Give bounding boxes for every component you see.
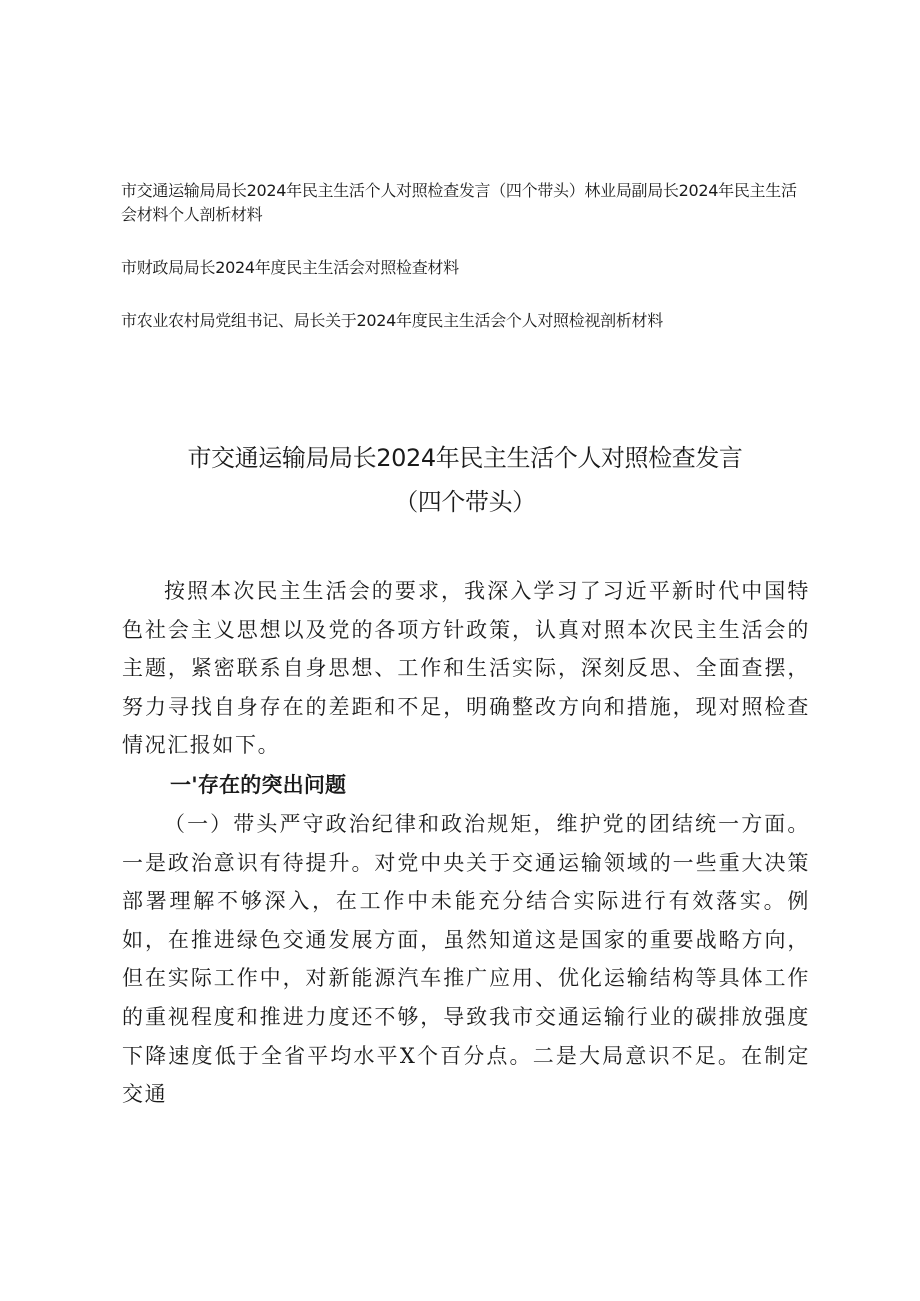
table-of-contents (121, 179, 811, 333)
title-line-1: 市交通运输局局长2024年民主生活个人对照检查发言 (187, 444, 743, 472)
document-body (122, 572, 810, 1114)
title-line-2: （四个带头） (394, 488, 536, 516)
section-paragraph: （一）带头严守政治纪律和政治规矩，维护党的团结统一方面。一是政治意识有待提升。对党中央关于交通运输领域的一些重大决策部署理解不够深入，在工作中未能充分结合实际进行有效落实。例如，在推进绿色交通发展方面，虽然知道这是国家的重要战略方向，但在实际工作中，对新能源汽车推广应用、优化运输结构等具体工作的重视程度和推进力度还不够，导致我市交通运输行业的碳排放强度下降速度低于全省平均水平X个百分点。二是大局意识不足。在制定交通 (122, 811, 810, 1107)
toc-item-1: 市交通运输局局长2024年民主生活个人对照检查发言（四个带头）林业局副局长2024年民主生活会材料个人剖析材料 (121, 181, 797, 224)
toc-item-2: 市财政局局长2024年度民主生活会对照检查材料 (121, 258, 459, 277)
section-heading: 一'存在的突出问题 (170, 772, 347, 797)
document-title (100, 436, 830, 524)
intro-paragraph: 按照本次民主生活会的要求，我深入学习了习近平新时代中国特色社会主义思想以及党的各项方针政策，认真对照本次民主生活会的主题，紧密联系自身思想、工作和生活实际，深刻反思、全面查摆，努力寻找自身存在的差距和不足，明确整改方向和措施，现对照检查情况汇报如下。 (122, 579, 810, 758)
toc-item-3: 市农业农村局党组书记、局长关于2024年度民主生活会个人对照检视剖析材料 (121, 311, 663, 330)
